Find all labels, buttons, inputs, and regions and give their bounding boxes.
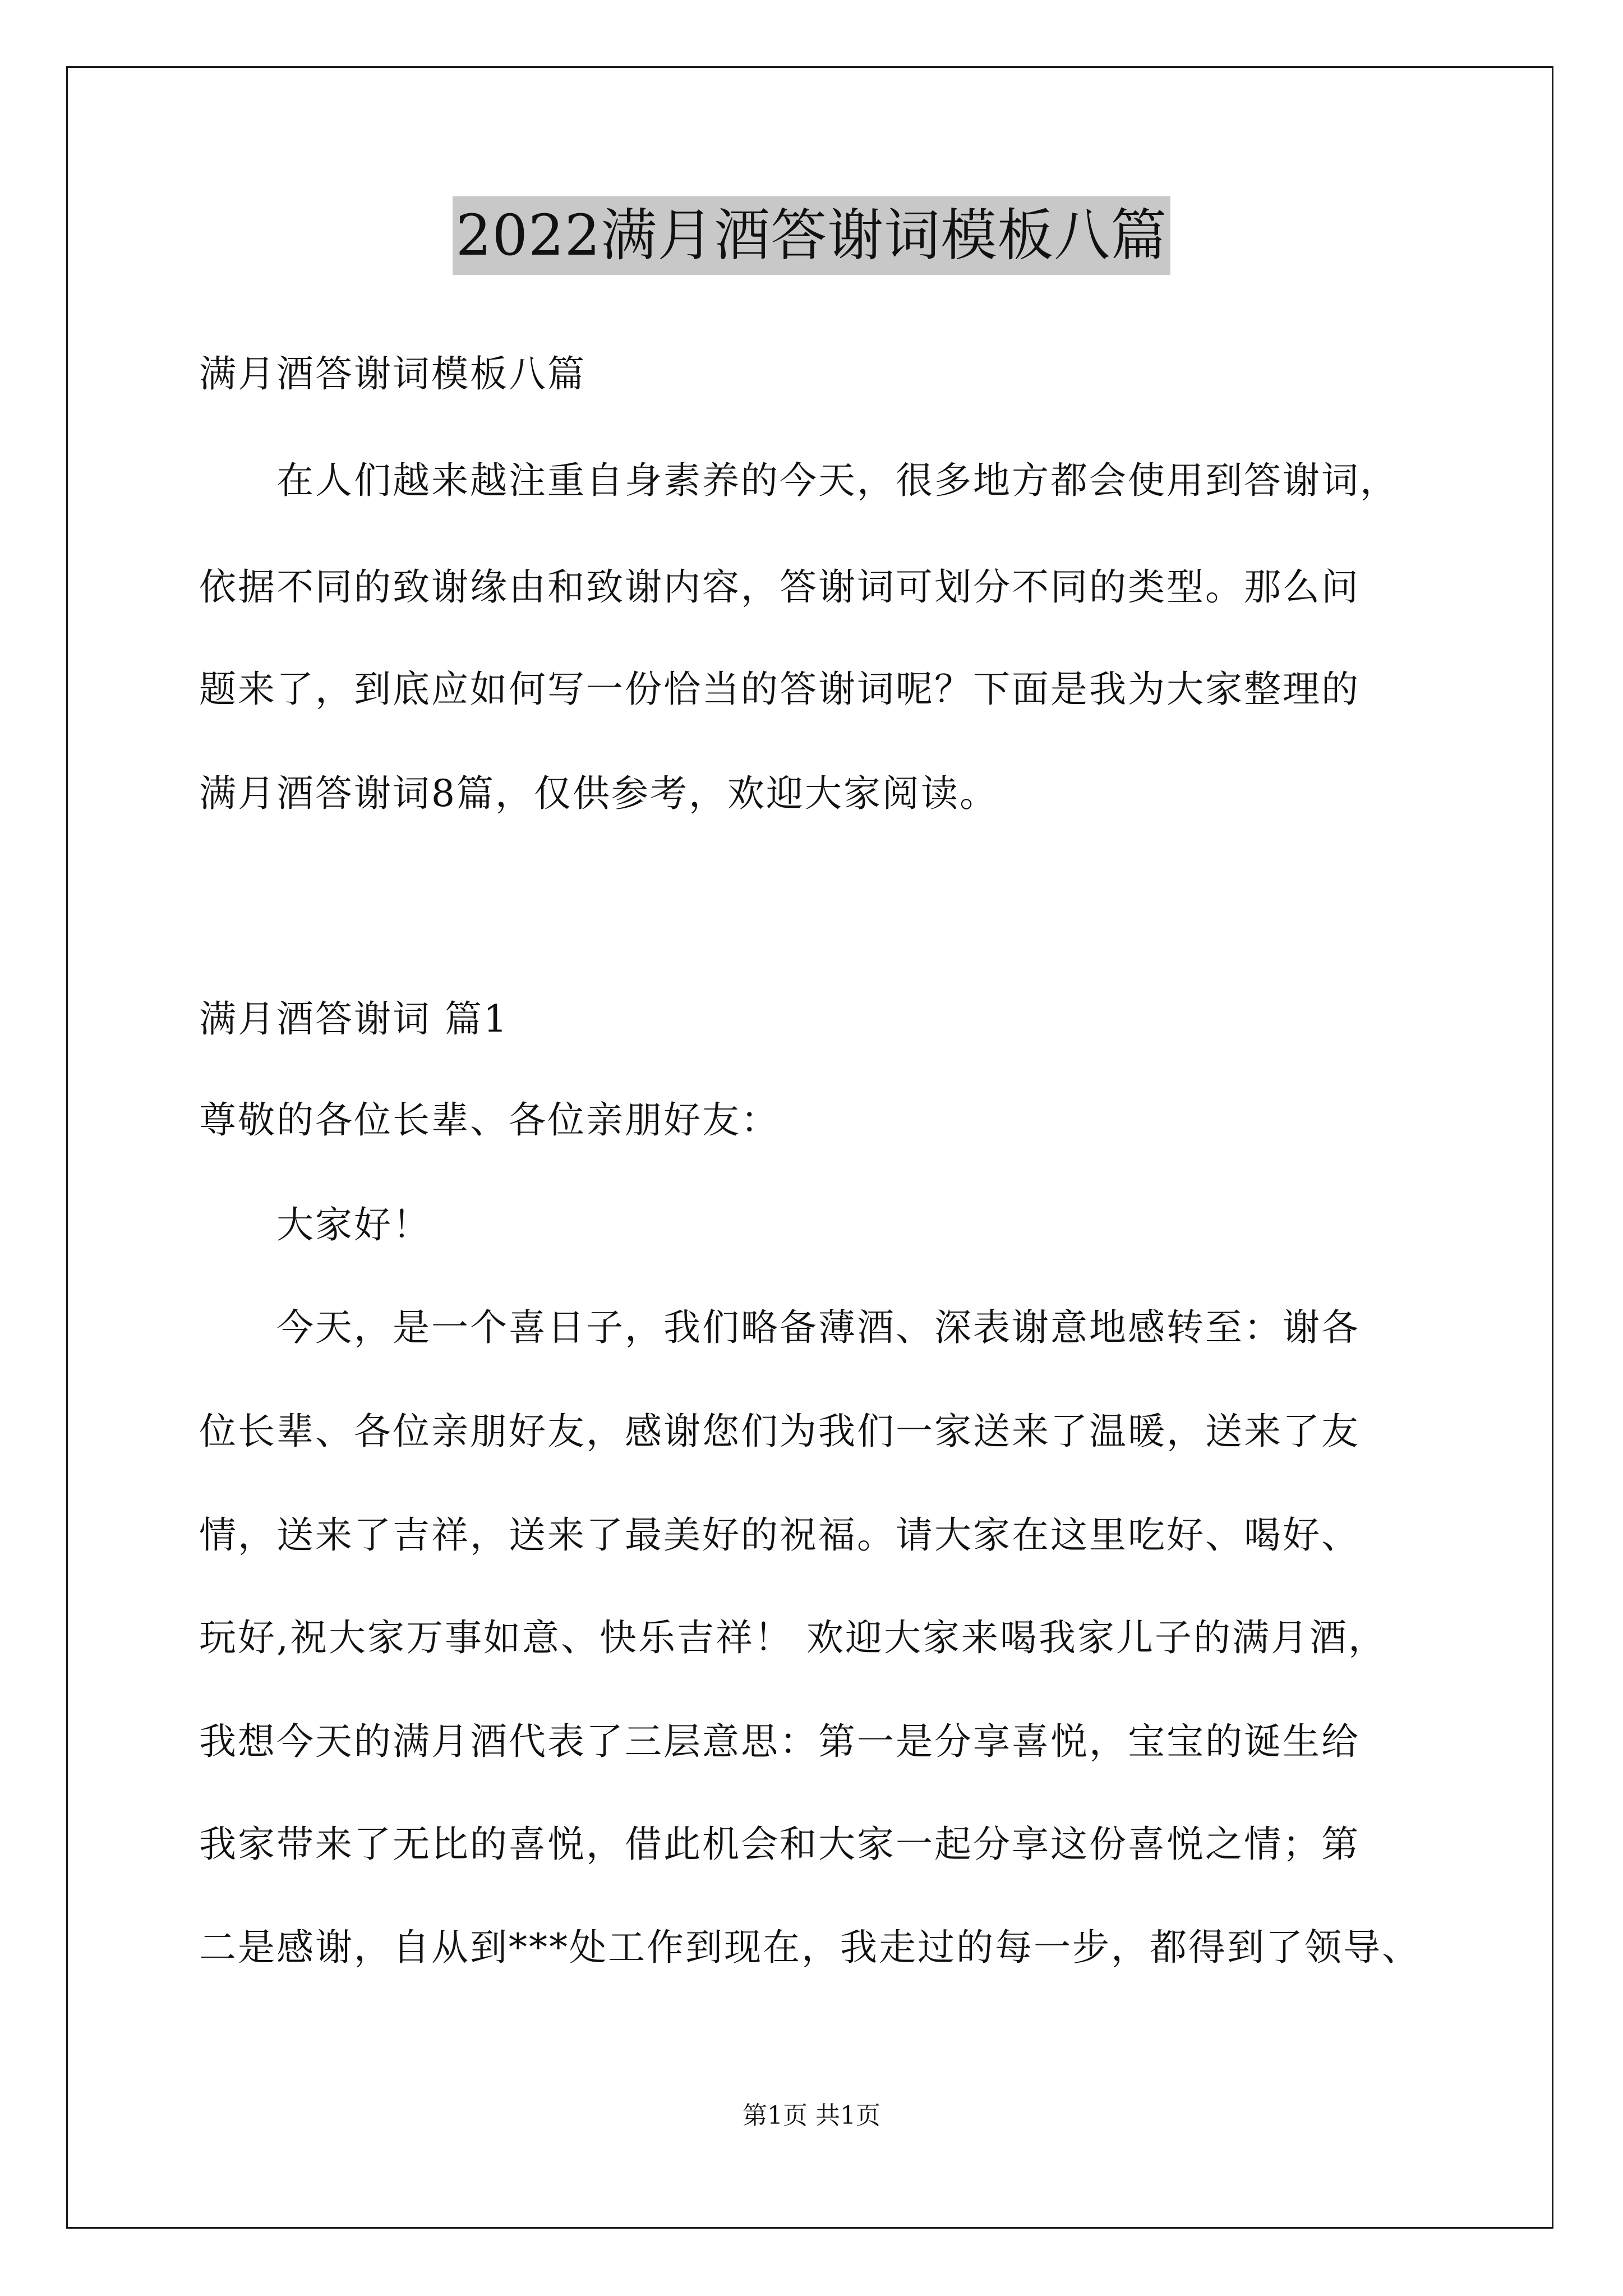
body-line: 我家带来了无比的喜悦，借此机会和大家一起分享这份喜悦之情；第 <box>199 1823 1360 1866</box>
body-line: 依据不同的致谢缘由和致谢内容，答谢词可划分不同的类型。那么问 <box>199 565 1360 609</box>
page-footer: 第1页 共1页 <box>743 2101 880 2130</box>
body-line: 今天，是一个喜日子，我们略备薄酒、深表谢意地感转至：谢各 <box>199 1306 1360 1349</box>
body-line: 在人们越来越注重自身素养的今天，很多地方都会使用到答谢词， <box>199 459 1399 502</box>
body-line: 满月酒答谢词8篇，仅供参考，欢迎大家阅读。 <box>199 772 998 815</box>
body-line: 玩好,祝大家万事如意、快乐吉祥！ 欢迎大家来喝我家儿子的满月酒， <box>199 1616 1387 1659</box>
body-line: 题来了，到底应如何写一份恰当的答谢词呢？下面是我为大家整理的 <box>199 668 1360 711</box>
title-container <box>0 196 1623 275</box>
body-line: 二是感谢，自从到***处工作到现在，我走过的每一步，都得到了领导、 <box>199 1926 1421 1969</box>
body-line: 位长辈、各位亲朋好友，感谢您们为我们一家送来了温暖，送来了友 <box>199 1410 1360 1453</box>
greeting-line: 大家好！ <box>199 1203 431 1246</box>
subtitle-line: 满月酒答谢词模板八篇 <box>199 352 586 395</box>
section-heading: 满月酒答谢词 篇1 <box>199 997 509 1041</box>
document-title: 2022满月酒答谢词模板八篇 <box>453 196 1171 275</box>
body-line: 情，送来了吉祥，送来了最美好的祝福。请大家在这里吃好、喝好、 <box>199 1513 1360 1557</box>
body-line: 我想今天的满月酒代表了三层意思：第一是分享喜悦，宝宝的诞生给 <box>199 1720 1360 1763</box>
salutation-line: 尊敬的各位长辈、各位亲朋好友： <box>199 1098 780 1142</box>
